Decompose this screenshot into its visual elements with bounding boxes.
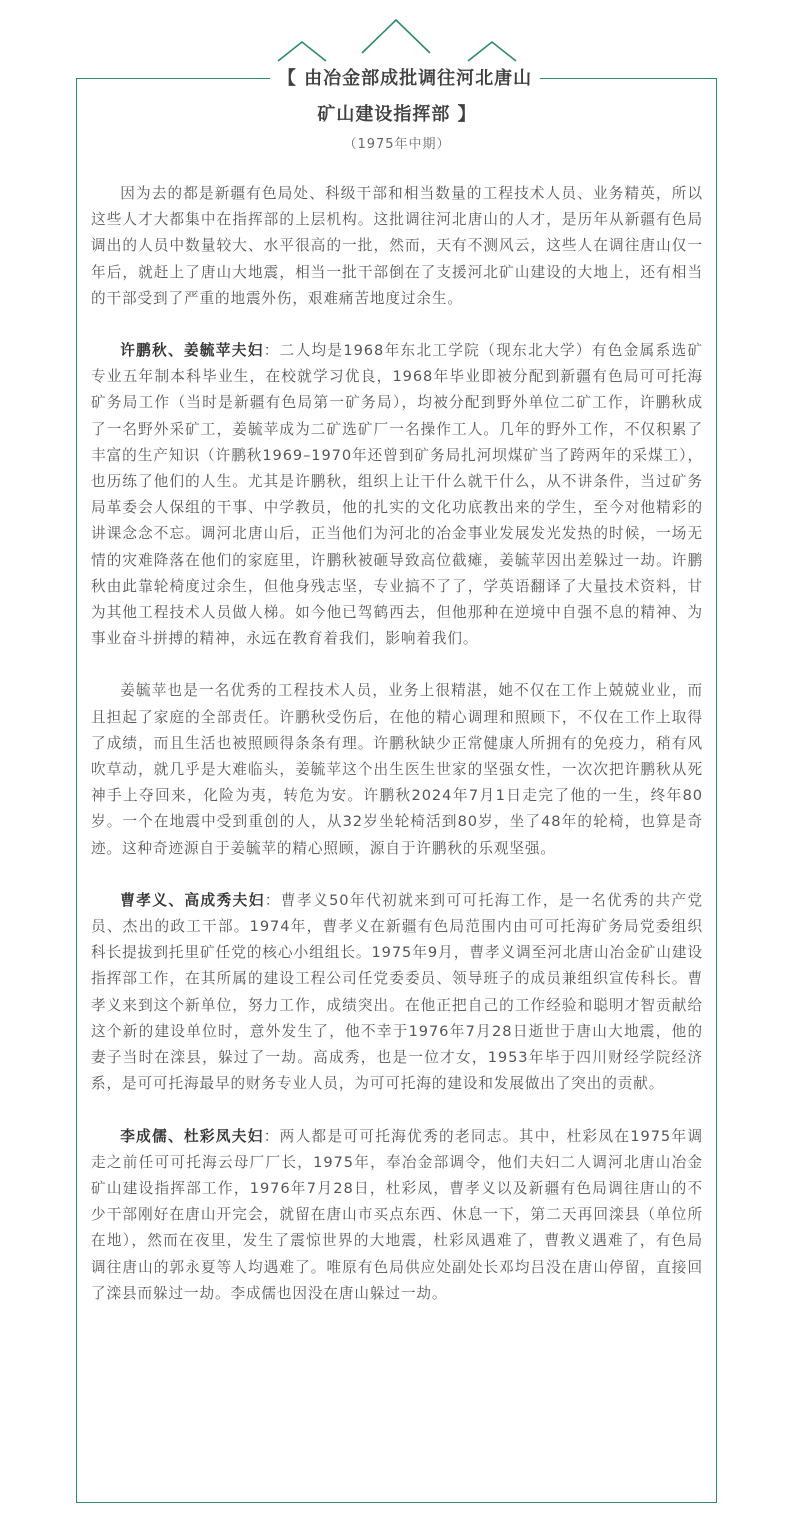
mountain-ornament <box>0 0 794 70</box>
paragraph-jiang <box>91 678 703 861</box>
page-title-line1: 【 由冶金部成批调往河北唐山 <box>277 68 533 89</box>
paragraph-text: ：两人都是可可托海优秀的老同志。其中，杜彩凤在1975年调走之前任可可托海云母厂厂长，1975年，奉冶金部调令，他们夫妇二人调河北唐山冶金矿山建设指挥部工作，1976年7月28日，杜彩凤，曹孝义以及新疆有色局调往唐山的不少干部刚好在唐山开完会，就留在唐山市买点东西、休息一下，第二天再回滦县（单位所在地），然而在夜里，发生了震惊世界的大地震，杜彩凤遇难了，曹教义遇难了，有色局调往唐山的郭永夏等人均遇难了。唯原有色局供应处副处长邓均吕没在唐山停留，直接回了滦县而躲过一劫。李成儒也因没在唐山躲过一劫。 <box>91 1127 703 1302</box>
article-body <box>91 181 703 1307</box>
paragraph-text: ：二人均是1968年东北工学院（现东北大学）有色金属系选矿专业五年制本科毕业生，在校就学习优良，1968年毕业即被分配到新疆有色局可可托海矿务局工作（当时是新疆有色局第一矿务局），均被分配到野外单位二矿工作，许鹏秋成了一名野外采矿工，姜毓苹成为二矿选矿厂一名操作工人。几年的野外工作，不仅积累了丰富的生产知识（许鹏秋1969–1970年还曾到矿务局扎河坝煤矿当了跨两年的采煤工），也历练了他们的人生。尤其是许鹏秋，组织上让干什么就干什么，从不讲条件，当过矿务局革委会人保组的干事、中学教员，他的扎实的文化功底教出来的学生，至今对他精彩的讲课念念不忘。调河北唐山后，正当他们为河北的冶金事业发展发光发热的时候，一场无情的灾难降落在他们的家庭里，许鹏秋被砸导致高位截瘫，姜毓苹因出差躲过一劫。许鹏秋由此靠轮椅度过余生，但他身残志坚，专业搞不了了，学英语翻译了大量技术资料，甘为其他工程技术人员做人梯。如今他已驾鹤西去，但他那种在逆境中自强不息的精神、为事业奋斗拼搏的精神，永远在教育着我们，影响着我们。 <box>91 342 703 648</box>
paragraph-intro <box>91 181 703 312</box>
paragraph-xu-jiang <box>91 338 703 652</box>
paragraph-li-du <box>91 1124 703 1307</box>
paragraph-text: ：曹孝义50年代初就来到可可托海工作，是一名优秀的共产党员、杰出的政工干部。1974年，曹孝义在新疆有色局范围内由可可托海矿务局党委组织科长提拔到托里矿任党的核心小组组长。1975年9月，曹孝义调至河北唐山冶金矿山建设指挥部工作，在其所属的建设工程公司任党委委员、领导班子的成员兼组织宣传科长。曹孝义来到这个新单位，努力工作，成绩突出。在他正把自己的工作经验和聪明才智贡献给这个新的建设单位时，意外发生了，他不幸于1976年7月28日逝世于唐山大地震，他的妻子当时在滦县，躲过了一劫。高成秀，也是一位才女，1953年毕于四川财经学院经济系，是可可托海最早的财务专业人员，为可可托海的建设和发展做出了突出的贡献。 <box>91 891 703 1093</box>
paragraph-cao-gao <box>91 888 703 1098</box>
mountain-left <box>278 42 326 61</box>
paragraph-text: 姜毓苹也是一名优秀的工程技术人员，业务上很精湛，她不仅在工作上兢兢业业，而且担起了家庭的全部责任。许鹏秋受伤后，在他的精心调理和照顾下，不仅在工作上取得了成绩，而且生活也被照顾得条条有理。许鹏秋缺少正常健康人所拥有的免疫力，稍有风吹草动，就几乎是大难临头，姜毓苹这个出生医生世家的坚强女性，一次次把许鹏秋从死神手上夺回来，化险为夷，转危为安。许鹏秋2024年7月1日走完了他的一生，终年80岁。一个在地震中受到重创的人，从32岁坐轮椅活到80岁，坐了48年的轮椅，也算是奇迹。这种奇迹源自于姜毓苹的精心照顾，源自于许鹏秋的乐观坚强。 <box>91 682 703 857</box>
mountain-right <box>468 42 516 61</box>
couple-name: 李成儒、杜彩凤夫妇 <box>120 1127 264 1145</box>
mountain-center <box>362 20 430 53</box>
paragraph-text: 因为去的都是新疆有色局处、科级干部和相当数量的工程技术人员、业务精英，所以这些人才大都集中在指挥部的上层机构。这批调往河北唐山的人才，是历年从新疆有色局调出的人员中数量较大、水平很高的一批，然而，天有不测风云，这些人在调往唐山仅一年后，就赶上了唐山大地震，相当一批干部倒在了支援河北矿山建设的大地上，还有相当的干部受到了严重的地震外伤，艰难痛苦地度过余生。 <box>91 185 703 307</box>
title-block <box>270 62 540 96</box>
couple-name: 许鹏秋、姜毓苹夫妇 <box>120 342 264 360</box>
couple-name: 曹孝义、高成秀夫妇 <box>120 891 265 909</box>
page-title-line2: 矿山建设指挥部 】 <box>317 104 477 125</box>
page-subtitle: （1975年中期） <box>343 137 451 152</box>
